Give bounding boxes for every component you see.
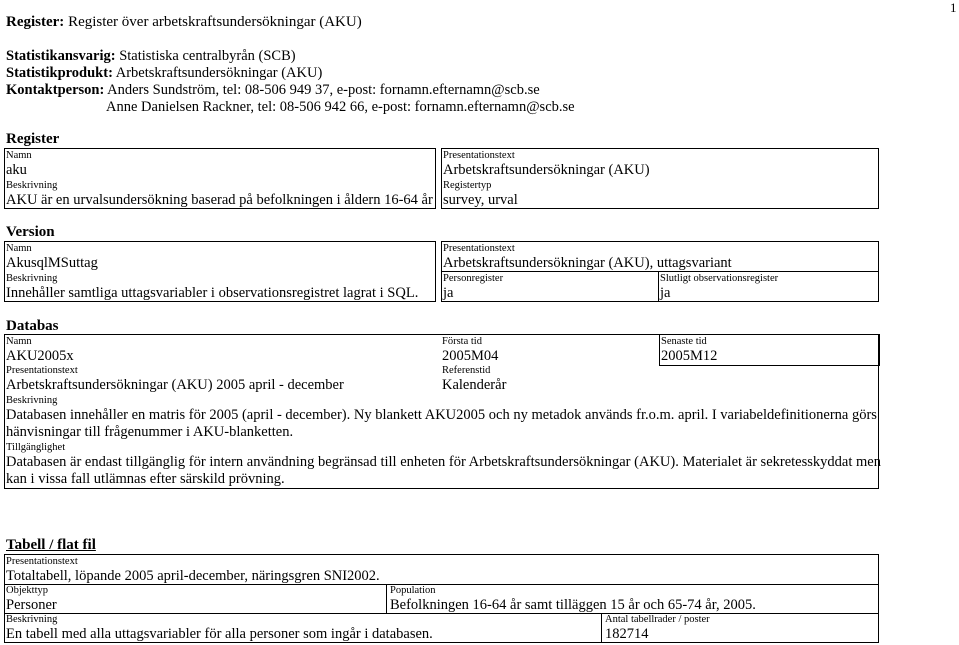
version-namn: AkusqlMSuttag [6,255,98,271]
tabell-heading: Tabell / flat fil [6,537,96,553]
title-prefix: Register: [6,14,65,30]
databas-beskrivning-line2: hänvisningar till frågenummer i AKU-blanketten. [6,424,294,440]
version-personregister: ja [443,285,454,301]
statistikansvarig-label: Statistikansvarig: [6,48,116,64]
statistikprodukt-label: Statistikprodukt: [6,65,113,81]
register-presentationstext: Arbetskraftsundersökningar (AKU) [443,162,650,178]
kontaktperson-label: Kontaktperson: [6,82,105,98]
tabell-population-label: Population [390,585,436,596]
page-title [6,14,362,31]
tabell-beskrivning-label: Beskrivning [6,614,58,625]
page-number: 1 [950,0,957,15]
meta-kontaktperson [6,82,540,99]
register-registertyp-label: Registertyp [443,180,492,191]
databas-forsta-tid-label: Första tid [442,336,482,347]
version-namn-label: Namn [6,243,32,254]
kontaktperson-line2: Anne Danielsen Rackner, tel: 08-506 942 66, e-post: fornamn.efternamn@scb.se [106,99,575,115]
databas-senaste-tid-box [659,334,880,366]
version-presentation-box [441,241,879,272]
version-left-box [4,241,436,302]
tabell-antal-label: Antal tabellrader / poster [605,614,710,625]
tabell-antal-box [601,613,879,643]
title-text: Register över arbetskraftsundersökningar (AKU) [68,14,362,30]
version-presentationstext-label: Presentationstext [443,243,515,254]
databas-beskrivning-label: Beskrivning [6,395,58,406]
tabell-objekttyp: Personer [6,597,57,613]
kontaktperson-line1: Anders Sundström, tel: 08-506 949 37, e-post: fornamn.efternamn@scb.se [107,82,540,98]
version-slutligt: ja [660,285,671,301]
statistikansvarig-value: Statistiska centralbyrån (SCB) [119,48,296,64]
databas-beskrivning-line1: Databasen innehåller en matris för 2005 (april - december). Ny blankett AKU2005 och ny metadok används fr.o.m. april. I variabeldefinitionerna görs [6,407,877,423]
tabell-population-box [386,584,879,614]
tabell-objekttyp-label: Objekttyp [6,585,48,596]
register-beskrivning-label: Beskrivning [6,180,58,191]
databas-senaste-tid-label: Senaste tid [661,336,707,347]
register-registertyp: survey, urval [443,192,518,208]
databas-presentationstext: Arbetskraftsundersökningar (AKU) 2005 april - december [6,377,344,393]
version-beskrivning-label: Beskrivning [6,273,58,284]
databas-senaste-tid: 2005M12 [661,348,718,364]
statistikprodukt-value: Arbetskraftsundersökningar (AKU) [115,65,323,81]
databas-referenstid-label: Referenstid [442,365,491,376]
databas-tillganglighet-line2: kan i vissa fall utlämnas efter särskild prövning. [6,471,285,487]
tabell-beskrivning-box [4,613,602,643]
register-heading: Register [6,131,60,147]
register-namn: aku [6,162,27,178]
version-personregister-label: Personregister [443,273,504,284]
tabell-presentationstext: Totaltabell, löpande 2005 april-december, näringsgren SNI2002. [6,568,380,584]
register-presentationstext-label: Presentationstext [443,150,515,161]
databas-tillganglighet-line1: Databasen är endast tillgänglig för intern användning begränsad till enheten för Arbetskraftsundersökningar (AKU). Materialet är sekretesskyddat men [6,454,881,470]
register-right-box [441,148,879,209]
tabell-presentation-box [4,554,879,585]
version-beskrivning: Innehåller samtliga uttagsvariabler i observationsregistret lagrat i SQL. [6,285,419,301]
databas-heading: Databas [6,318,59,334]
tabell-antal: 182714 [605,626,649,642]
version-presentationstext: Arbetskraftsundersökningar (AKU), uttagsvariant [443,255,732,271]
version-slutligt-label: Slutligt observationsregister [660,273,779,284]
databas-tillganglighet-label: Tillgänglighet [6,442,66,453]
tabell-beskrivning: En tabell med alla uttagsvariabler för alla personer som ingår i databasen. [6,626,433,642]
databas-namn-label: Namn [6,336,32,347]
register-namn-label: Namn [6,150,32,161]
databas-forsta-tid: 2005M04 [442,348,499,364]
tabell-population: Befolkningen 16-64 år samt tilläggen 15 år och 65-74 år, 2005. [390,597,756,613]
databas-namn: AKU2005x [6,348,74,364]
databas-box [4,334,879,489]
databas-presentationstext-label: Presentationstext [6,365,78,376]
databas-referenstid: Kalenderår [442,377,507,393]
tabell-presentationstext-label: Presentationstext [6,556,78,567]
version-personregister-box [441,271,659,302]
version-heading: Version [6,224,55,240]
register-left-box [4,148,436,209]
tabell-objekttyp-box [4,584,387,614]
meta-statistikprodukt [6,65,322,82]
version-slutligt-box [658,271,879,302]
meta-statistikansvarig [6,48,296,65]
register-beskrivning: AKU är en urvalsundersökning baserad på befolkningen i åldern 16-64 år [6,192,433,208]
